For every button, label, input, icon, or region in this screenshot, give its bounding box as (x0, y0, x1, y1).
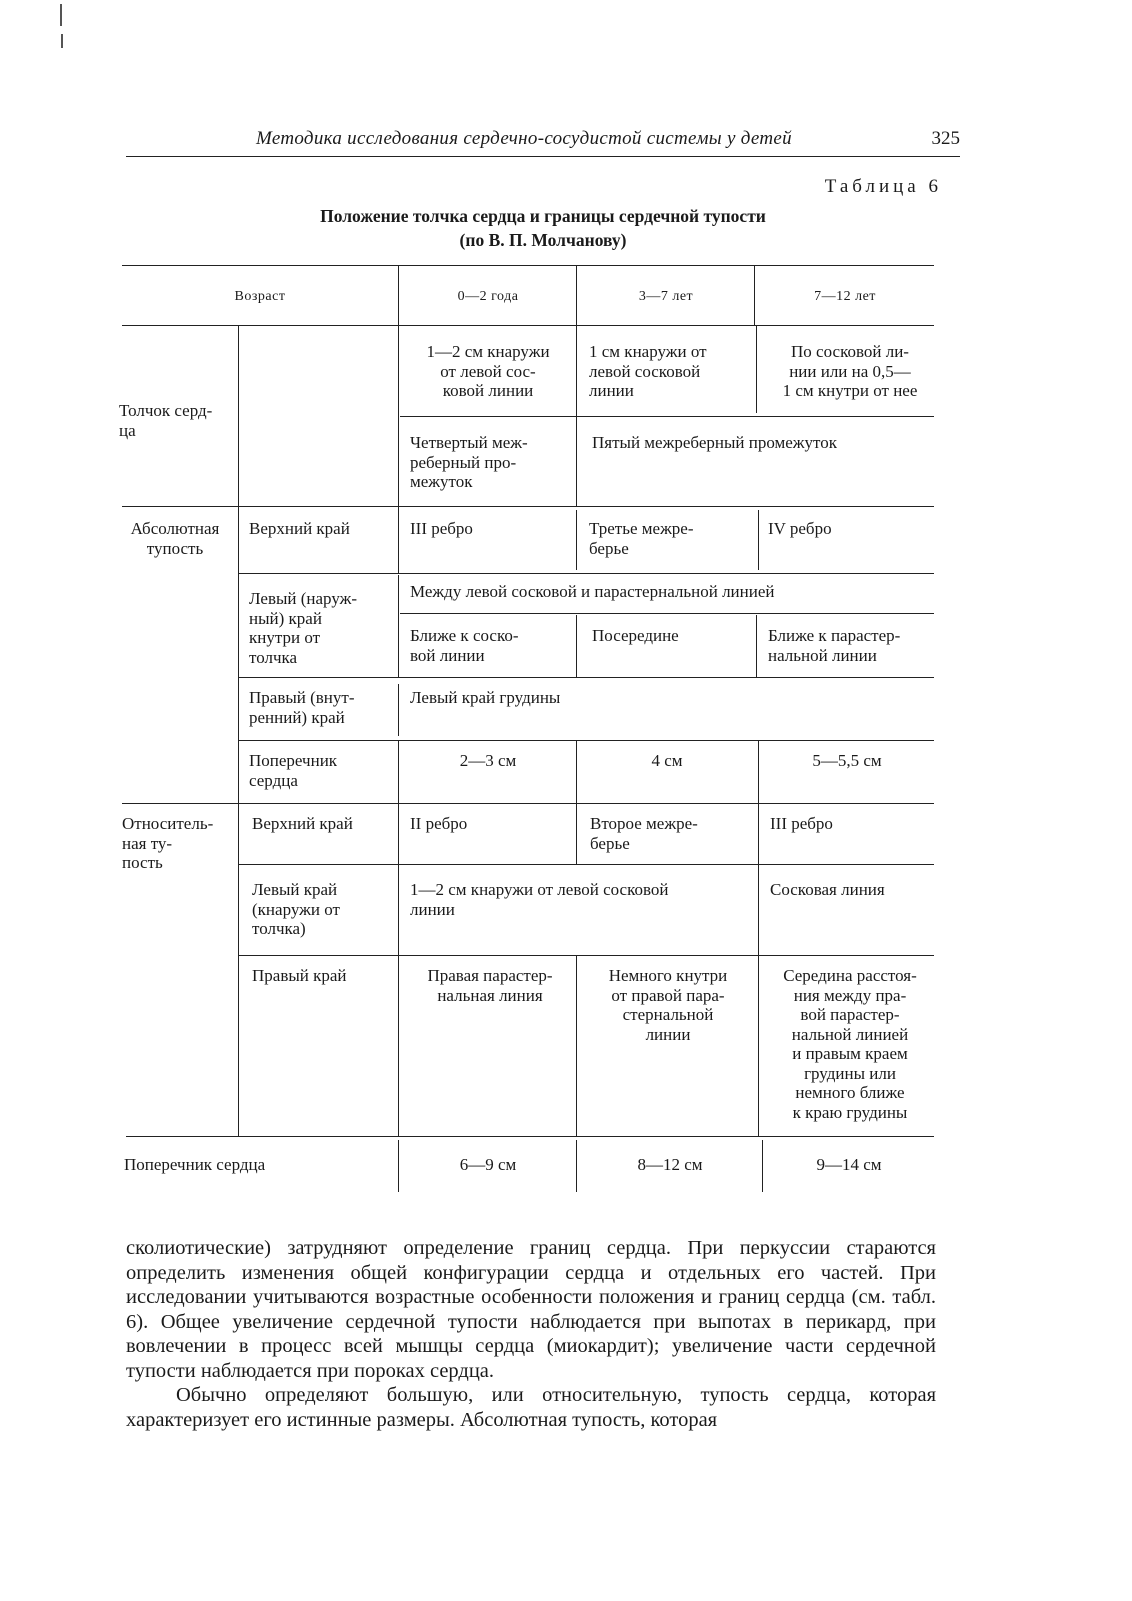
cell-abs-upper-c3: IV ребро (768, 519, 832, 538)
table-rule (576, 1140, 577, 1192)
table-rule (762, 1140, 763, 1192)
table-rule (758, 955, 759, 1136)
table-rule (238, 955, 934, 956)
cell-rel-right-c2: Немного кнутри от правой пара- стернальной линии (608, 966, 728, 1044)
paragraph: Обычно определяют большую, или относительную, тупость сердца, которая характеризует его истинные размеры. Абсолютная тупость, которая (126, 1384, 936, 1431)
table-rule (756, 615, 757, 677)
header-age-7-12: 7—12 лет (814, 289, 876, 304)
cell-heart-diameter-c2: 8—12 см (637, 1155, 703, 1174)
header-age-3-7: 3—7 лет (638, 289, 694, 304)
cell-apex-beat-c3: По сосковой ли- нии или на 0,5— 1 см кнутри от нее (782, 342, 918, 400)
cell-abs-left-span: Между левой сосковой и парастернальной линией (410, 582, 775, 601)
table-rule (238, 325, 239, 1136)
table-caption-source: (по В. П. Молчанову) (459, 230, 627, 250)
table-rule (122, 506, 934, 507)
table-rule (398, 684, 399, 736)
table-rule (238, 573, 934, 574)
running-head (126, 128, 960, 157)
cell-apex-beat-intercostal-c1: Четвертый меж- реберный про- межуток (410, 433, 528, 491)
table-rule (576, 615, 577, 677)
table-rule (238, 864, 934, 865)
table-rule (398, 1140, 399, 1192)
cell-heart-diameter-c3: 9—14 см (816, 1155, 882, 1174)
paragraph: сколиотические) затрудняют определение границ сердца. При перкуссии стараются определить изменения общей конфигурации сердца и отдельных его частей. При исследовании учитываются возрастные особенности положения и границ сердца (см. табл. 6). Общее увеличение сердечной тупости наблюдается при выпотах в перикард, при вовлечении в процесс всей мышцы сердца (миокардит); увеличение части сердечной тупости наблюдается при пороках сердца. (126, 1237, 936, 1382)
table-rule (122, 265, 934, 266)
cell-abs-left-c2: Посередине (592, 626, 679, 645)
table-rule (398, 575, 399, 677)
table-rule (576, 955, 577, 1136)
table-caption: Положение толчка сердца и границы сердечной тупости (320, 206, 766, 226)
cell-rel-right-c1: Правая парастер- нальная линия (427, 966, 553, 1005)
table-rule (398, 740, 399, 1136)
table-rule (238, 677, 934, 678)
row-label-heart-diameter: Поперечник сердца (124, 1155, 266, 1174)
table-rule (576, 325, 577, 506)
scan-mark (60, 4, 62, 26)
table-rule (758, 740, 759, 955)
cell-rel-left-c3: Сосковая линия (770, 880, 885, 899)
table-rule (400, 613, 934, 614)
body-text (126, 1236, 936, 1432)
row-label-apex-beat: Толчок серд- ца (119, 401, 213, 440)
group-label-relative-dullness: Относитель- ная ту- пость (122, 814, 214, 872)
cell-apex-beat-c1: 1—2 см кнаружи от левой сос- ковой линии (426, 342, 550, 400)
cell-rel-upper-c1: II ребро (410, 814, 468, 833)
cell-heart-diameter-c1: 6—9 см (459, 1155, 517, 1174)
table-rule (398, 265, 399, 325)
cell-rel-upper-c3: III ребро (770, 814, 833, 833)
table-rule (576, 740, 577, 864)
row-label-upper-border: Верхний край (249, 519, 350, 538)
cell-apex-beat-intercostal-c23: Пятый межреберный промежуток (592, 433, 838, 452)
cell-abs-upper-c1: III ребро (410, 519, 473, 538)
cell-abs-right-span: Левый край грудины (410, 688, 561, 707)
cell-rel-right-c3: Середина расстоя- ния между пра- вой парастер- нальной линией и правым краем грудины или немного ближе к краю грудины (783, 966, 917, 1122)
page-number: 325 (931, 128, 960, 149)
header-age-0-2: 0—2 года (457, 289, 519, 304)
table-rule (400, 416, 934, 417)
row-label-left-border: Левый (наруж- ный) край кнутри от толчка (249, 589, 358, 667)
table-rule (398, 325, 399, 573)
row-label-diameter: Поперечник сердца (249, 751, 338, 790)
table-rule (122, 803, 934, 804)
row-label-right-border: Правый (внут- ренний) край (249, 688, 355, 727)
row-label-rel-left-border: Левый край (кнаружи от толчка) (252, 880, 340, 938)
scan-mark (61, 34, 63, 48)
cell-apex-beat-c2: 1 см кнаружи от левой сосковой линии (589, 342, 707, 400)
table-rule (756, 325, 757, 413)
table-rule (758, 510, 759, 570)
cell-abs-upper-c2: Третье межре- берье (589, 519, 694, 558)
cell-rel-upper-c2: Второе межре- берье (590, 814, 698, 853)
row-label-rel-right-border: Правый край (252, 966, 347, 985)
cell-abs-left-c1: Ближе к соско- вой линии (410, 626, 519, 665)
cell-abs-diameter-c2: 4 см (651, 751, 683, 770)
group-label-absolute-dullness: Абсолютная тупость (130, 519, 220, 558)
row-label-rel-upper-border: Верхний край (252, 814, 353, 833)
header-age: Возраст (234, 289, 286, 304)
table-rule (576, 265, 577, 325)
cell-rel-left-c12: 1—2 см кнаружи от левой сосковой линии (410, 880, 669, 919)
table-rule (238, 740, 934, 741)
table-label: Таблица 6 (824, 176, 942, 197)
cell-abs-diameter-c1: 2—3 см (459, 751, 517, 770)
table-rule (754, 265, 755, 325)
table-rule (126, 1136, 934, 1137)
table-rule (122, 325, 934, 326)
cell-abs-left-c3: Ближе к парастер- нальной линии (768, 626, 901, 665)
cell-abs-diameter-c3: 5—5,5 см (812, 751, 882, 770)
table-rule (576, 510, 577, 570)
running-title: Методика исследования сердечно-сосудистой системы у детей (256, 128, 792, 149)
